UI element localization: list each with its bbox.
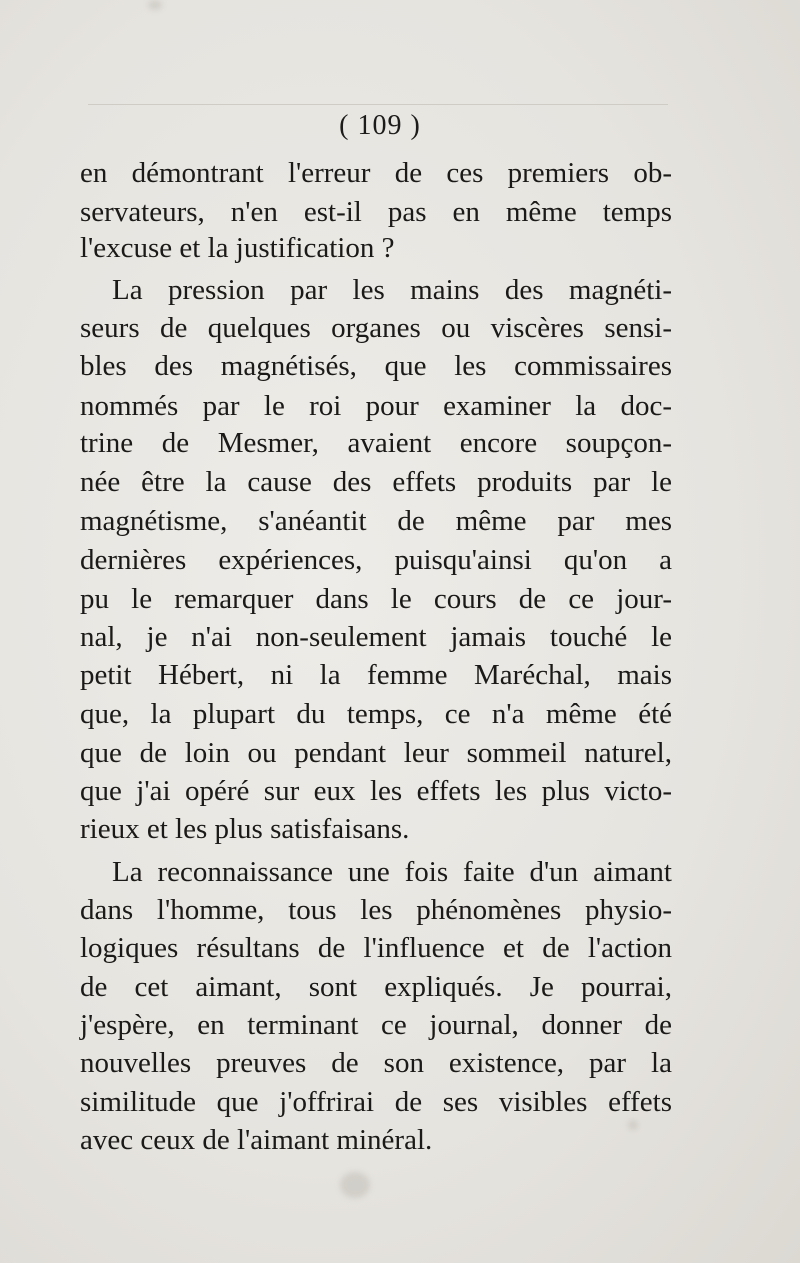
text-line: trine de Mesmer, avaient encore soupçon- xyxy=(80,427,672,459)
text-line: logiques résultans de l'influence et de l'action xyxy=(80,932,672,964)
paragraph-start-line: La pression par les mains des magnéti- xyxy=(112,274,672,306)
text-line: rieux et les plus satisfaisans. xyxy=(80,813,410,845)
text-line: avec ceux de l'aimant minéral. xyxy=(80,1124,433,1156)
text-line: nal, je n'ai non-seulement jamais touché le xyxy=(80,621,672,653)
text-line: que j'ai opéré sur eux les effets les plus victo- xyxy=(80,775,672,807)
text-line: l'excuse et la justification ? xyxy=(80,232,395,264)
text-line: de cet aimant, sont expliqués. Je pourrai, xyxy=(80,971,672,1003)
text-line: nommés par le roi pour examiner la doc- xyxy=(80,390,672,422)
text-line: similitude que j'offrirai de ses visibles effets xyxy=(80,1086,672,1118)
ink-smudge xyxy=(340,1172,370,1198)
text-line: magnétisme, s'anéantit de même par mes xyxy=(80,505,672,537)
text-line: bles des magnétisés, que les commissaires xyxy=(80,350,672,382)
text-line: j'espère, en terminant ce journal, donner de xyxy=(80,1009,672,1041)
ink-smudge xyxy=(148,0,162,10)
text-line: petit Hébert, ni la femme Maréchal, mais xyxy=(80,659,672,691)
text-line: dernières expériences, puisqu'ainsi qu'on a xyxy=(80,544,672,576)
text-line: servateurs, n'en est-il pas en même temps xyxy=(80,196,672,228)
text-line: dans l'homme, tous les phénomènes physio- xyxy=(80,894,672,926)
text-line: pu le remarquer dans le cours de ce jour- xyxy=(80,583,672,615)
text-line: seurs de quelques organes ou viscères sensi- xyxy=(80,312,672,344)
page-number: ( 109 ) xyxy=(339,110,421,141)
text-line: nouvelles preuves de son existence, par la xyxy=(80,1047,672,1079)
text-line: que, la plupart du temps, ce n'a même été xyxy=(80,698,672,730)
text-line: que de loin ou pendant leur sommeil naturel, xyxy=(80,737,672,769)
text-line: en démontrant l'erreur de ces premiers ob- xyxy=(80,157,672,189)
text-line: née être la cause des effets produits par le xyxy=(80,466,672,498)
paragraph-start-line: La reconnaissance une fois faite d'un aimant xyxy=(112,856,672,888)
header-rule xyxy=(88,104,668,105)
